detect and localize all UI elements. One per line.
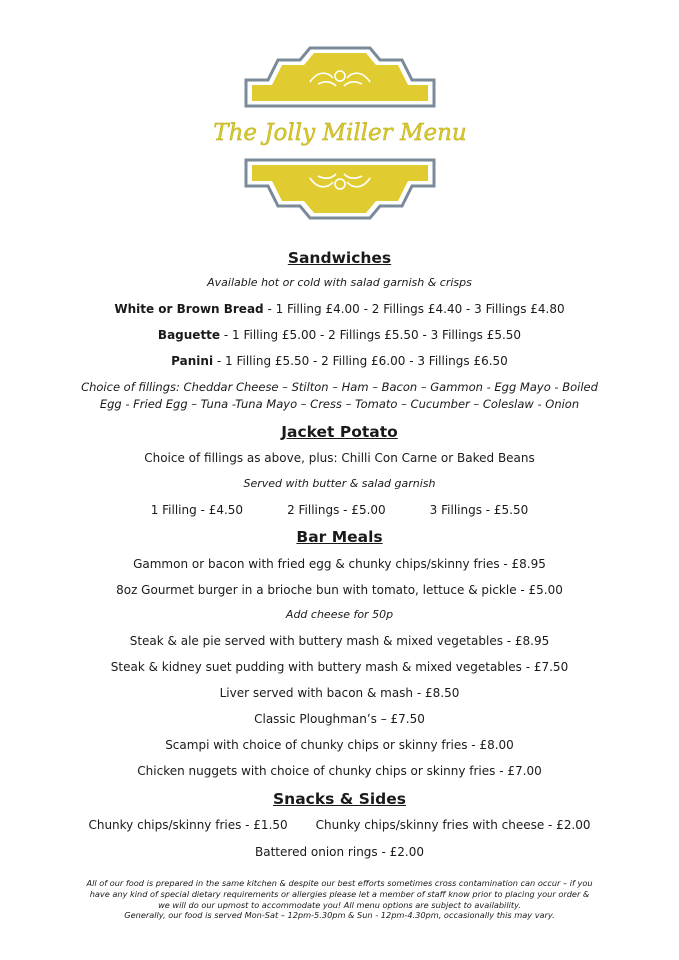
section-heading-snacks-sides: Snacks & Sides [273,790,406,808]
item-name: Baguette [157,328,221,342]
footer-line: Generally, our food is served Mon-Sat – 12pm-5.30pm & Sun - 12pm-4.30pm, occasionally this may vary. [124,910,555,921]
menu-item: Gammon or bacon with fried egg & chunky chips/skinny fries - £8.95 [133,557,546,571]
allergy-footer [40,878,639,921]
menu-item: 8oz Gourmet burger in a brioche bun with tomato, lettuce & pickle - £5.00 [116,583,563,597]
price-option: 1 Filling - £4.50 [150,503,244,517]
snacks-row [0,817,679,833]
menu-item [0,353,679,369]
jacket-potato-note: Served with butter & salad garnish [243,477,436,490]
fillings-list: Choice of fillings: Cheddar Cheese – Stilton – Ham – Bacon – Gammon - Egg Mayo - Boiled [81,380,598,394]
jacket-potato-line: Choice of fillings as above, plus: Chilli Con Carne or Baked Beans [144,451,535,465]
footer-line: we will do our upmost to accommodate you! All menu options are subject to availability. [158,899,521,910]
section-heading-bar-meals: Bar Meals [296,528,383,546]
menu-item: Chunky chips/skinny fries - £1.50 [88,818,288,832]
jacket-potato-prices [0,502,679,518]
price-option: 3 Fillings - £5.50 [429,503,529,517]
footer-line: All of our food is prepared in the same kitchen & despite our best efforts sometimes cross contamination can occur – if you [86,878,593,888]
menu-item: Steak & kidney suet pudding with buttery mash & mixed vegetables - £7.50 [110,660,569,674]
menu-logo [0,0,679,230]
menu-item: Chicken nuggets with choice of chunky chips or skinny fries - £7.00 [137,764,542,778]
item-name: White or Brown Bread [114,302,264,316]
price-option: 2 Fillings - £5.00 [287,503,386,517]
footer-line: have any kind of special dietary requirements or allergies please let a member of staff know prior to placing your order & [89,888,590,899]
item-name: Panini [171,354,214,368]
menu-item: Scampi with choice of chunky chips or skinny fries - £8.00 [165,738,514,752]
menu-item: Battered onion rings - £2.00 [255,845,424,859]
menu-item [0,301,679,317]
item-prices: - 1 Filling £5.00 - 2 Fillings £5.50 - 3 Fillings £5.50 [220,328,522,342]
section-heading-jacket-potato: Jacket Potato [281,423,398,441]
bar-meals-note: Add cheese for 50p [285,608,394,621]
menu-item: Classic Ploughman’s – £7.50 [254,712,425,726]
menu-item: Chunky chips/skinny fries with cheese - £2.00 [315,818,591,832]
fillings-list: Egg - Fried Egg – Tuna -Tuna Mayo – Cress – Tomato – Cucumber – Coleslaw - Onion [99,397,580,411]
item-prices: - 1 Filling £4.00 - 2 Fillings £4.40 - 3 Fillings £4.80 [263,302,565,316]
menu-item [0,327,679,343]
menu-item: Steak & ale pie served with buttery mash & mixed vegetables - £8.95 [129,634,550,648]
logo-title: The Jolly Miller Menu [213,120,467,146]
menu-item: Liver served with bacon & mash - £8.50 [219,686,460,700]
menu-content [0,240,679,860]
sandwiches-note: Available hot or cold with salad garnish & crisps [207,276,472,289]
section-heading-sandwiches: Sandwiches [287,249,392,267]
item-prices: - 1 Filling £5.50 - 2 Filling £6.00 - 3 Fillings £6.50 [213,354,508,368]
